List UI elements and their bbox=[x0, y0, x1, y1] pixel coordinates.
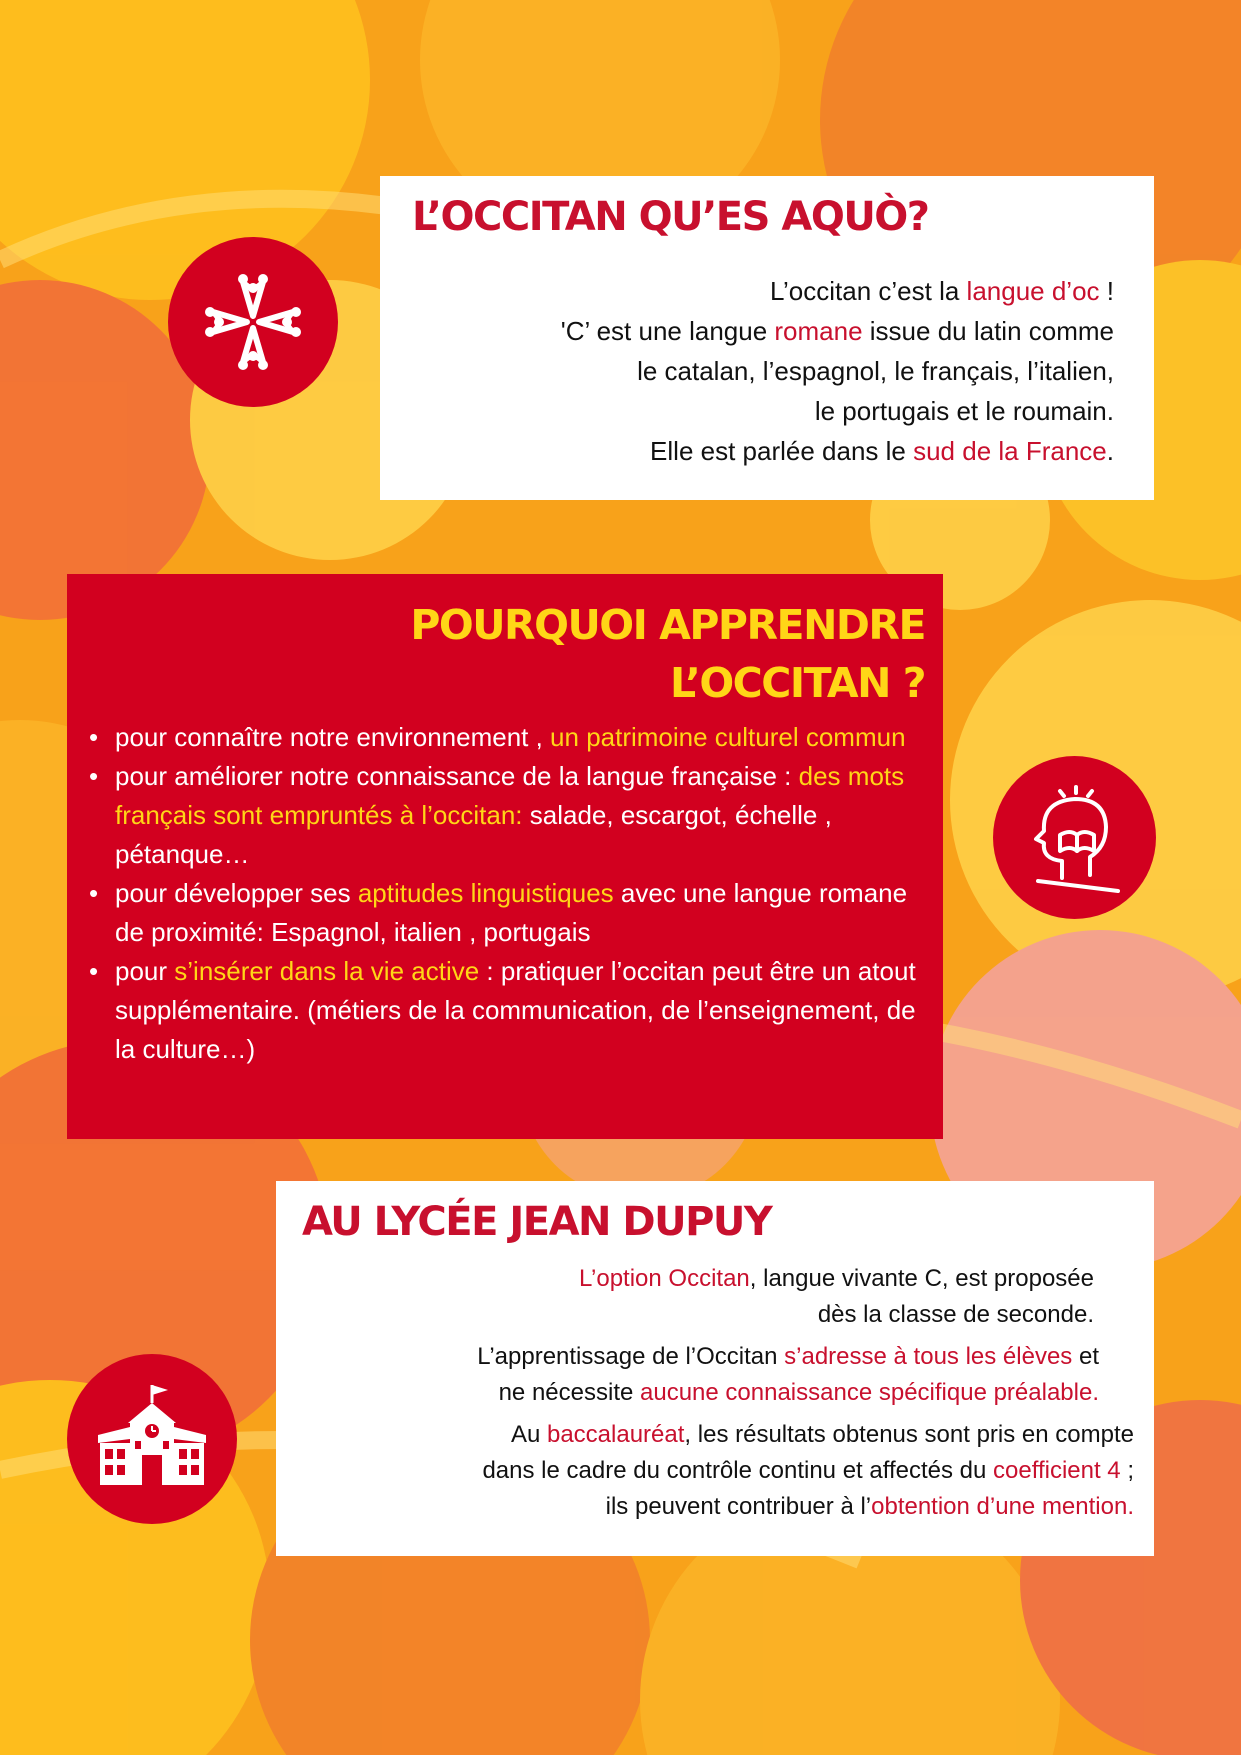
section1-text: L’occitan c’est la bbox=[769, 276, 967, 306]
reason-text: pour connaître notre environnement , bbox=[115, 722, 551, 752]
section1-text: le catalan, l’espagnol, le français, l’italien, bbox=[637, 356, 1114, 386]
section1-highlight: langue d’oc bbox=[966, 276, 1100, 306]
school-building-icon bbox=[67, 1354, 237, 1524]
reason-text: pour améliorer notre connaissance de la langue française : bbox=[115, 761, 799, 791]
section3-text: ne nécessite bbox=[498, 1379, 640, 1406]
section1-highlight: sud de la France bbox=[913, 436, 1107, 466]
reason-highlight: un patrimoine culturel commun bbox=[550, 722, 906, 752]
section3-highlight: obtention d’une mention. bbox=[871, 1493, 1134, 1520]
section1-line bbox=[414, 311, 1114, 351]
section3-text: Au bbox=[510, 1421, 547, 1448]
section-lycee-jean-dupuy bbox=[276, 1181, 1154, 1556]
reason-text: : pratiquer l’occitan peut être un atout supplémentaire. (métiers de la communication, de l’enseignement, de la culture…) bbox=[115, 956, 916, 1064]
reasons-list bbox=[67, 718, 935, 1069]
section3-highlight: s’adresse à tous les élèves bbox=[784, 1343, 1073, 1370]
reason-text: salade, escargot, échelle , pétanque… bbox=[115, 800, 832, 869]
section-why-learn-occitan bbox=[67, 574, 943, 1139]
section3-highlight: aucune connaissance spécifique préalable. bbox=[640, 1379, 1099, 1406]
reason-item bbox=[115, 718, 935, 757]
reason-highlight: aptitudes linguistiques bbox=[357, 878, 614, 908]
section2-title-line2: L’OCCITAN ? bbox=[670, 659, 925, 707]
section1-line bbox=[414, 351, 1114, 391]
reason-highlight: des mots français sont empruntés à l’occitan: bbox=[115, 761, 905, 830]
section3-line bbox=[294, 1489, 1134, 1525]
section2-title bbox=[410, 596, 925, 712]
reason-item bbox=[115, 874, 935, 952]
section3-line bbox=[294, 1339, 1099, 1375]
section3-text: dès la classe de seconde. bbox=[817, 1301, 1094, 1328]
section3-text: et bbox=[1072, 1343, 1099, 1370]
section3-line bbox=[294, 1261, 1094, 1297]
section3-highlight: L’option Occitan bbox=[579, 1265, 750, 1292]
reason-item bbox=[115, 952, 935, 1069]
section3-text: ils peuvent contribuer à l’ bbox=[605, 1493, 872, 1520]
section1-text: . bbox=[1106, 436, 1114, 466]
section3-line bbox=[294, 1375, 1099, 1411]
section3-highlight: coefficient 4 bbox=[993, 1457, 1121, 1484]
section1-text: ! bbox=[1099, 276, 1114, 306]
section2-title-line1: POURQUOI APPRENDRE bbox=[410, 601, 925, 649]
section1-text: Elle est parlée dans le bbox=[650, 436, 914, 466]
reason-text: pour bbox=[115, 956, 175, 986]
reason-text: pour développer ses bbox=[115, 878, 358, 908]
section3-text: L’apprentissage de l’Occitan bbox=[477, 1343, 785, 1370]
reason-highlight: s’insérer dans la vie active bbox=[174, 956, 480, 986]
section3-line bbox=[294, 1453, 1134, 1489]
reading-head-icon bbox=[993, 756, 1156, 919]
occitan-cross-icon bbox=[168, 237, 338, 407]
section3-text: dans le cadre du contrôle continu et affectés du bbox=[482, 1457, 994, 1484]
section3-highlight: baccalauréat bbox=[546, 1421, 685, 1448]
section1-line bbox=[414, 431, 1114, 471]
section1-text: issue du latin comme bbox=[862, 316, 1114, 346]
section1-line bbox=[414, 271, 1114, 311]
section3-text: ; bbox=[1120, 1457, 1134, 1484]
section1-text: le portugais et le roumain. bbox=[814, 396, 1114, 426]
section1-line bbox=[414, 391, 1114, 431]
section3-paragraph bbox=[294, 1417, 1134, 1525]
section3-paragraph bbox=[294, 1339, 1134, 1411]
section3-paragraph bbox=[294, 1261, 1134, 1333]
section1-highlight: romane bbox=[774, 316, 863, 346]
reason-item bbox=[115, 757, 935, 874]
section3-title: AU LYCÉE JEAN DUPUY bbox=[302, 1199, 772, 1245]
section3-text bbox=[294, 1261, 1134, 1531]
reason-text: avec une langue romane de proximité: Espagnol, italien , portugais bbox=[115, 878, 908, 947]
section1-text: 'C’ est une langue bbox=[560, 316, 775, 346]
section3-line bbox=[294, 1417, 1134, 1453]
section3-text: , les résultats obtenus sont pris en compte bbox=[684, 1421, 1134, 1448]
section-what-is-occitan bbox=[380, 176, 1154, 500]
section1-title: L’OCCITAN QU’ES AQUÒ? bbox=[412, 194, 929, 240]
section1-text bbox=[414, 271, 1114, 471]
section3-text: , langue vivante C, est proposée bbox=[749, 1265, 1094, 1292]
section3-line bbox=[294, 1297, 1094, 1333]
